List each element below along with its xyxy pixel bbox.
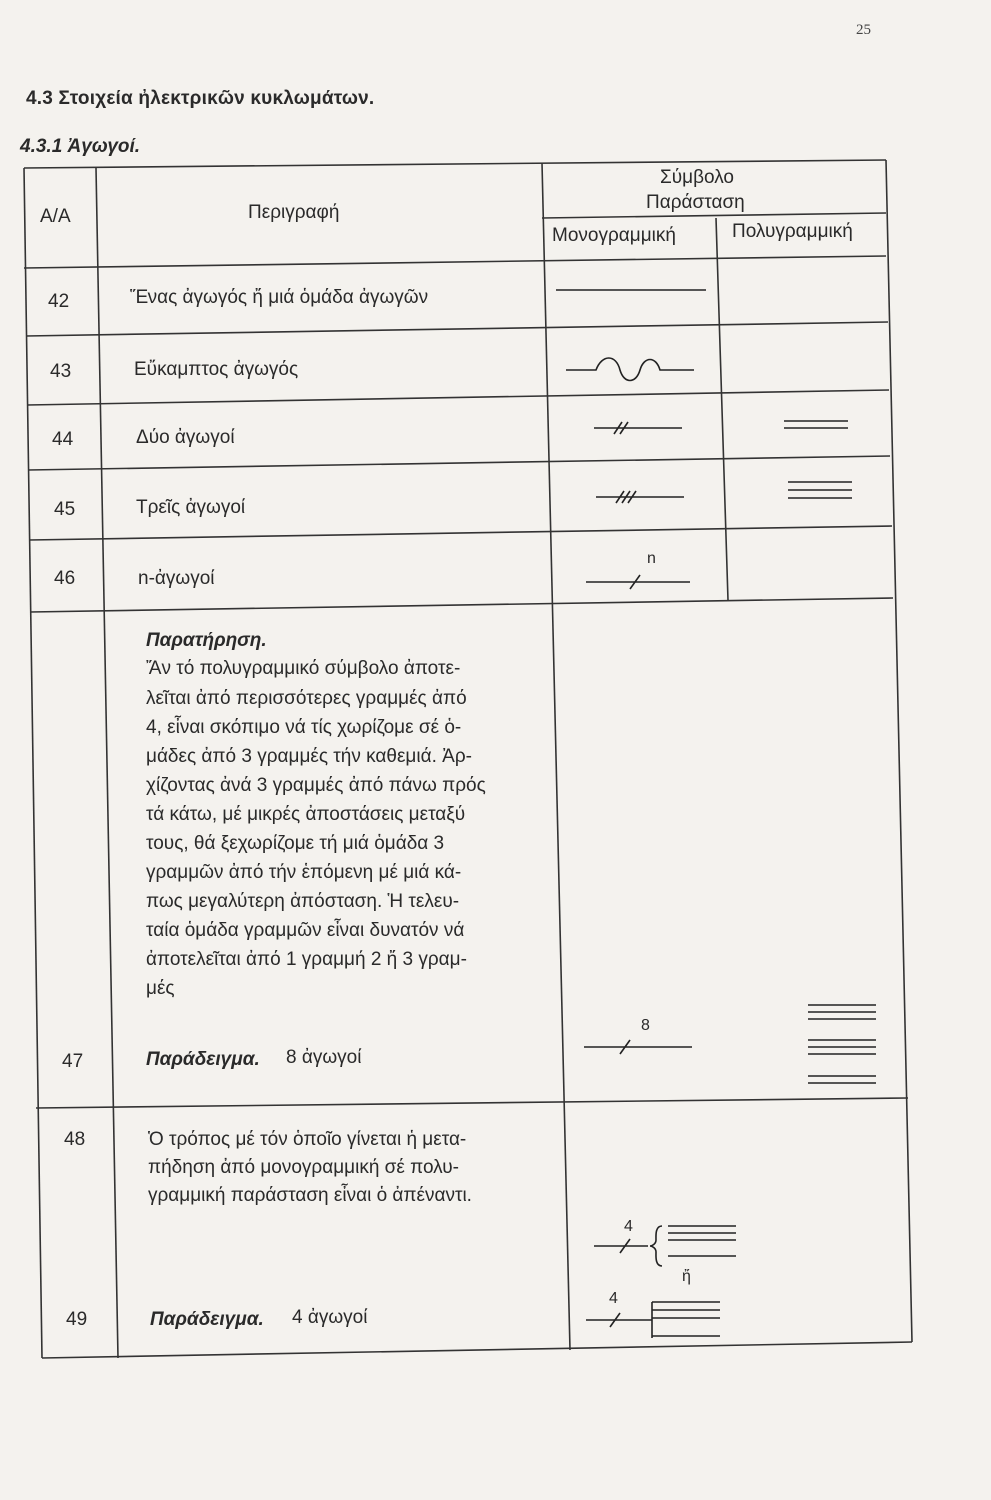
note-line: χίζοντας ἀνά 3 γραμμές ἀπό πάνω πρός (146, 775, 486, 796)
header-subdivider (542, 213, 886, 218)
header-representation: Παράσταση (646, 192, 745, 213)
note-line: μάδες ἀπό 3 γραμμές τήν καθεμιά. Ἀρ- (146, 746, 472, 767)
note-line: Ἄν τό πολυγραμμικό σύμβολο ἀποτε- (146, 658, 461, 679)
symbol-brace (650, 1226, 662, 1266)
example-label: Παράδειγμα. (150, 1309, 264, 1330)
table-bottom-border (42, 1342, 912, 1358)
header-single-line: Μονογραμμική (552, 225, 676, 246)
page-number: 25 (856, 22, 871, 38)
note-line: μές (146, 978, 175, 999)
row-line-header (24, 256, 886, 268)
note-line: τους, θά ξεχωρίζομε τή μιά ὁμάδα 3 (146, 833, 445, 854)
example-text: 8 ἀγωγοί (286, 1047, 362, 1068)
symbol-label-4: 4 (609, 1290, 618, 1307)
row-number: 43 (50, 361, 72, 382)
row-line-42 (26, 322, 888, 336)
row-number: 45 (54, 499, 76, 520)
note-line: ταία ὁμάδα γραμμῶν εἶναι δυνατόν νά (146, 920, 465, 941)
table-right-border (886, 160, 912, 1342)
note-title: Παρατήρηση. (146, 630, 267, 651)
row-description: Δύο ἀγωγοί (136, 427, 235, 448)
row-line-44 (28, 456, 890, 470)
example-label: Παράδειγμα. (146, 1049, 260, 1070)
row-line-45 (29, 526, 892, 540)
row48-line: γραμμική παράσταση εἶναι ὁ ἀπέναντι. (148, 1185, 472, 1206)
row-description: n-ἀγωγοί (138, 568, 215, 589)
header-multi-line: Πολυγραμμική (732, 221, 853, 242)
note-line: λεῖται ἀπό περισσότερες γραμμές ἀπό (146, 688, 467, 709)
header-aa: Α/Α (40, 206, 71, 227)
row-line-43 (27, 390, 889, 405)
table-left-border (24, 168, 42, 1358)
symbol-label-8: 8 (641, 1017, 650, 1034)
row-number: 42 (48, 291, 70, 312)
header-symbol: Σύμβολο (660, 167, 734, 188)
row48-line: πήδηση ἀπό μονογραμμική σέ πολυ- (148, 1157, 459, 1178)
row-number: 47 (62, 1051, 84, 1072)
symbol-label-n: n (647, 550, 656, 567)
section-title: 4.3 Στοιχεία ἠλεκτρικῶν κυκλωμάτων. (26, 88, 375, 109)
note-line: τά κάτω, μέ μικρές ἀποστάσεις μεταξύ (146, 804, 466, 825)
symbol-flexible-conductor (566, 358, 694, 381)
column-divider-symbol (716, 218, 728, 600)
row48-line: Ὁ τρόπος μέ τόν ὁποῖο γίνεται ἡ μετα- (148, 1129, 467, 1150)
table-top-border (24, 160, 886, 168)
symbol-label-4: 4 (624, 1218, 633, 1235)
row-number: 49 (66, 1309, 88, 1330)
symbol-label-or: ἤ (682, 1268, 691, 1285)
row-line-47 (36, 1098, 908, 1108)
row-number: 48 (64, 1129, 86, 1150)
row-number: 46 (54, 568, 76, 589)
row-number: 44 (52, 429, 74, 450)
row-description: Τρεῖς ἀγωγοί (136, 497, 246, 518)
row-description: Εὔκαμπτος ἀγωγός (134, 359, 299, 380)
header-description: Περιγραφή (248, 202, 340, 223)
note-line: 4, εἶναι σκόπιμο νά τίς χωρίζομε σέ ὁ- (146, 717, 462, 738)
subsection-title: 4.3.1 Ἀγωγοί. (20, 136, 141, 157)
row-description: Ἕνας ἀγωγός ἤ μιά ὁμάδα ἀγωγῶν (130, 287, 429, 308)
example-text: 4 ἀγωγοί (292, 1307, 368, 1328)
row-line-46 (30, 598, 893, 612)
note-line: ἀποτελεῖται ἀπό 1 γραμμή 2 ἤ 3 γραμ- (146, 949, 467, 970)
note-line: πως μεγαλύτερη ἀπόσταση. Ἡ τελευ- (146, 891, 460, 912)
note-line: γραμμῶν ἀπό τήν ἑπόμενη μέ μιά κά- (146, 862, 462, 883)
column-divider-description (542, 163, 570, 1350)
column-divider-aa (96, 168, 118, 1358)
